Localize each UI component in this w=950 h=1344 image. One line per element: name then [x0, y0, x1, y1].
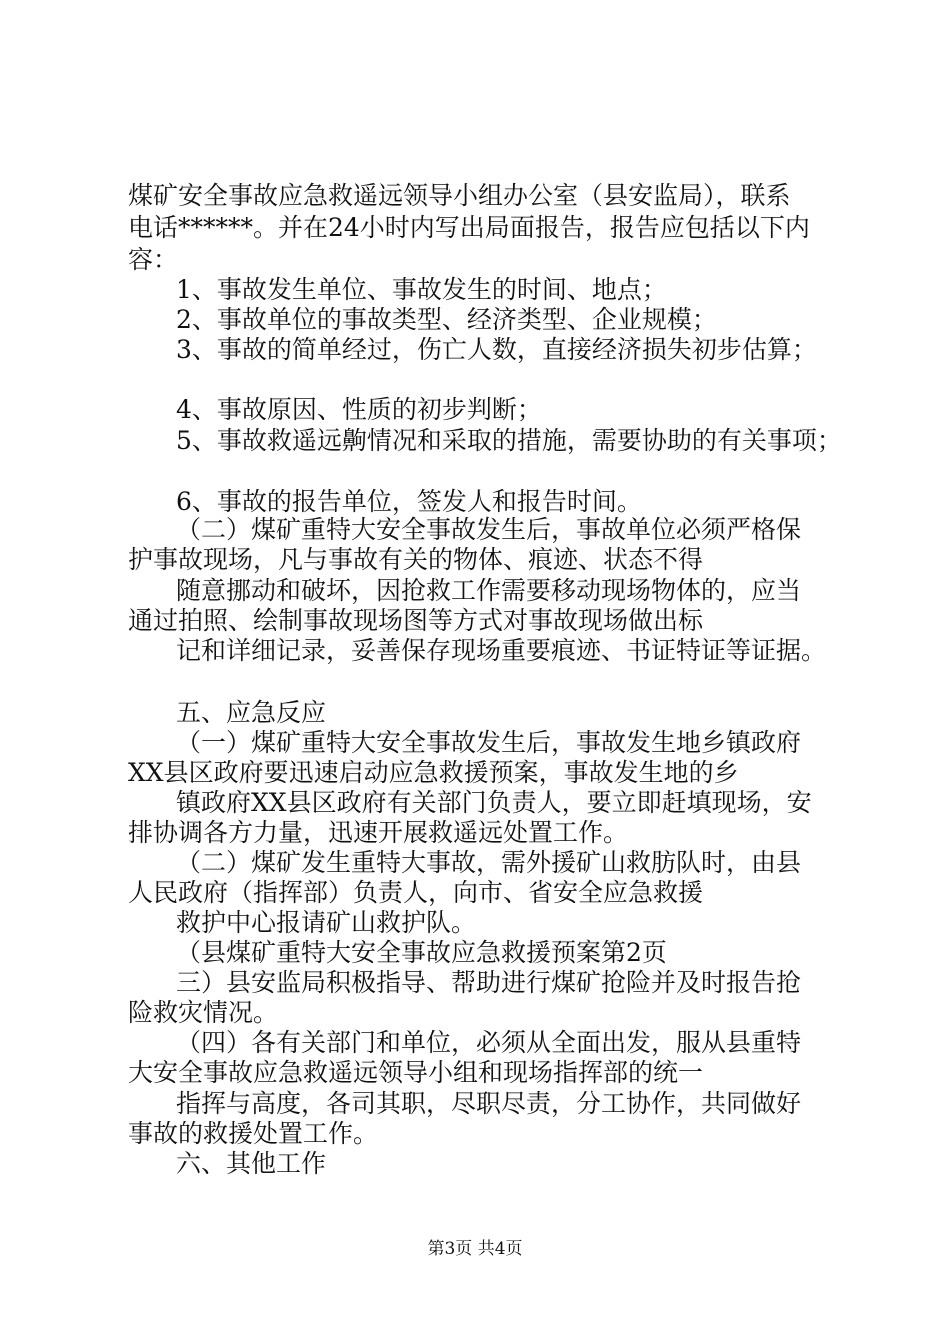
paragraph-line: （一）煤矿重特大安全事故发生后，事故发生地乡镇政府 [176, 728, 802, 757]
list-item: 4、事故原因、性质的初步判断； [176, 395, 542, 424]
paragraph-line: 护事故现场，凡与事故有关的物体、痕迹、状态不得 [128, 545, 704, 574]
paragraph-line: 随意挪动和破坏，因抢救工作需要移动现场物体的，应当 [176, 576, 802, 605]
paragraph-line: 救护中心报请矿山救护队。 [176, 908, 477, 937]
paragraph-line: （四）各有关部门和单位，必须从全面出发，服从县重特 [176, 1028, 802, 1057]
list-item: 1、事故发生单位、事故发生的时间、地点； [176, 275, 667, 304]
page-number: 第3页 共4页 [427, 1239, 523, 1259]
paragraph-line: 大安全事故应急救遥远领导小组和现场指挥部的统一 [128, 1058, 704, 1087]
paragraph-line: 指挥与高度，各司其职，尽职尽责，分工协作，共同做好 [176, 1089, 802, 1118]
list-item: 6、事故的报告单位，签发人和报告时间。 [176, 487, 642, 516]
paragraph-line: XX县区政府要迅速启动应急救援预案，事故发生地的乡 [128, 758, 739, 787]
paragraph-line: 容： [128, 245, 179, 274]
paragraph-line: （二）煤矿发生重特大事故，需外援矿山救肪队时，由县 [176, 848, 802, 877]
paragraph-line: 三）县安监局积极指导、帮助进行煤矿抢险并及时报告抢 [176, 968, 802, 997]
paragraph-line: 煤矿安全事故应急救遥远领导小组办公室（县安监局），联系 [128, 181, 791, 210]
section-heading: 五、应急反应 [176, 698, 327, 727]
list-item: 2、事故单位的事故类型、经济类型、企业规模； [176, 305, 717, 334]
paragraph-line: （二）煤矿重特大安全事故发生后，事故单位必须严格保 [176, 515, 802, 544]
paragraph-line: 电话******。并在24小时内写出局面报告，报告应包括以下内 [128, 213, 810, 242]
section-heading: 六、其他工作 [176, 1149, 327, 1178]
list-item: 3、事故的简单经过，伤亡人数，直接经济损失初步估算； [176, 335, 817, 364]
paragraph-line: 记和详细记录，妥善保存现场重要痕迹、书证特证等证据。 [176, 636, 827, 665]
list-item: 5、事故救遥远齁情况和采取的措施，需要协助的有关事项； [176, 426, 842, 455]
paragraph-line: 镇政府XX县区政府有关部门负责人，要立即赶填现场，安 [176, 788, 812, 817]
paragraph-line: 人民政府（指挥部）负责人，向市、省安全应急救援 [128, 878, 704, 907]
paragraph-line: 通过拍照、绘制事故现场图等方式对事故现场做出标 [128, 606, 704, 635]
paragraph-line: 事故的救援处置工作。 [128, 1119, 379, 1148]
paragraph-line: 险救灾情况。 [128, 998, 279, 1027]
paragraph-line: 排协调各方力量，迅速开展救遥远处置工作。 [128, 818, 629, 847]
paragraph-line: （县煤矿重特大安全事故应急救援预案第2页 [176, 938, 667, 967]
